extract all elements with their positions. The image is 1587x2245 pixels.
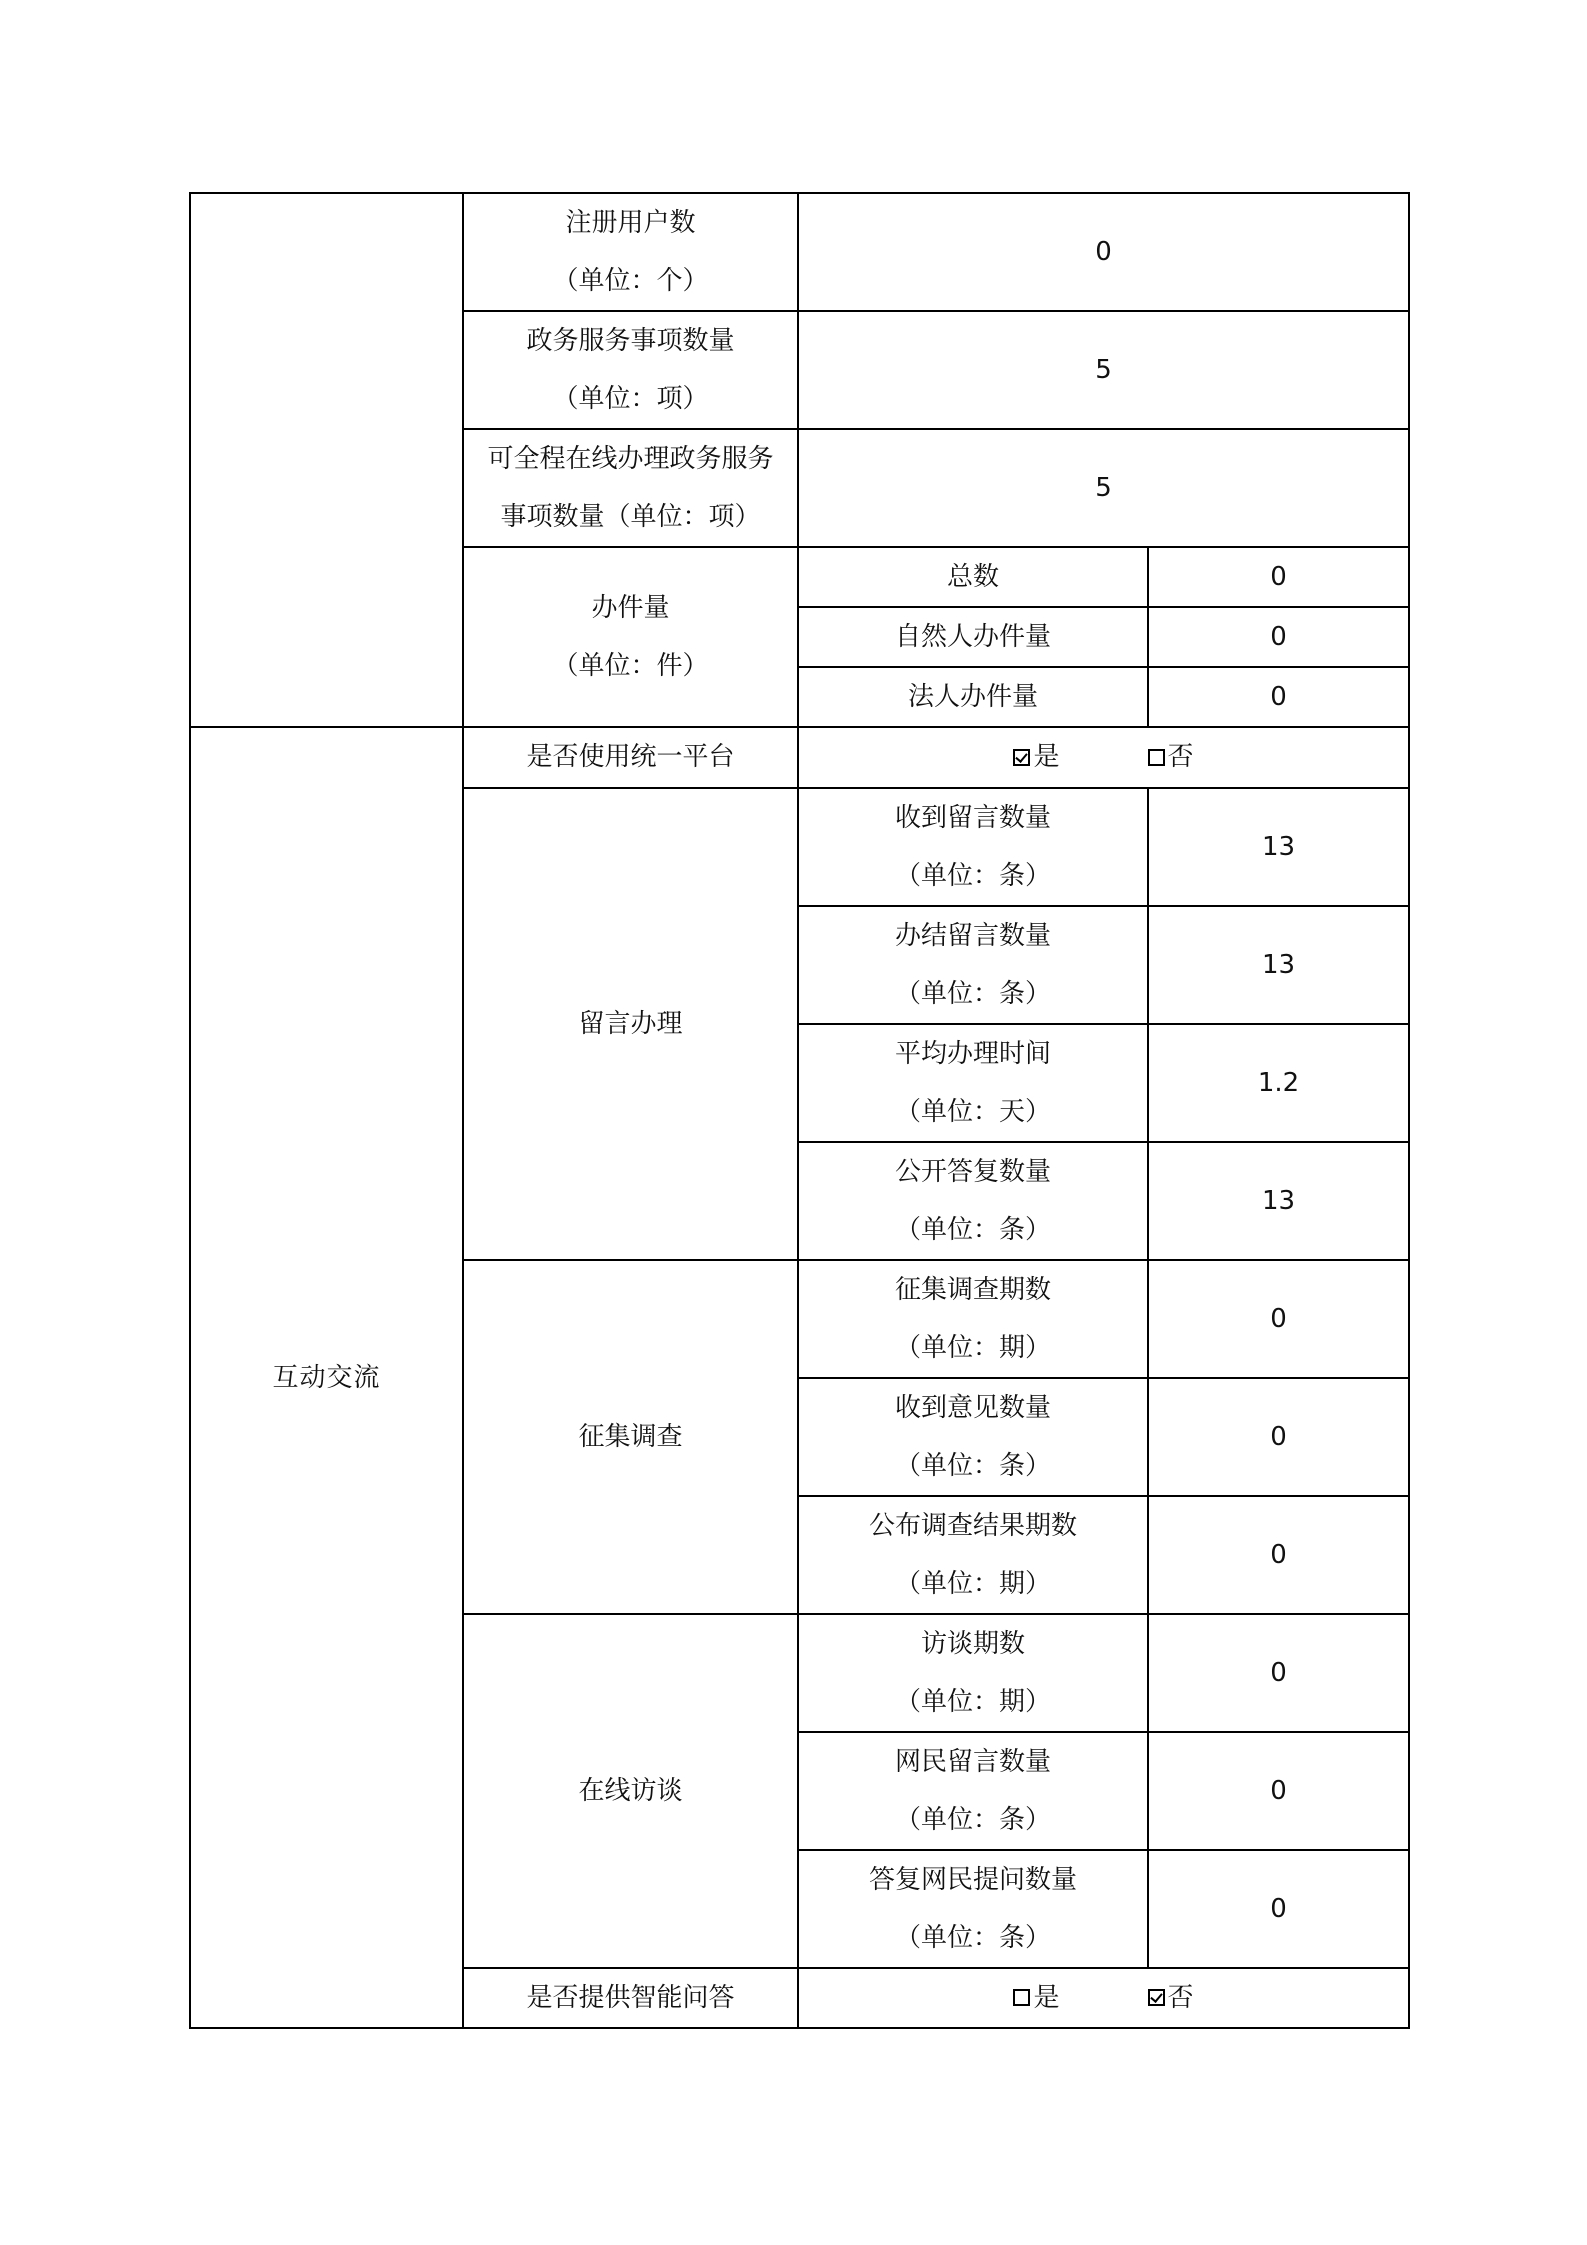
- messages-item-label: 办结留言数量 （单位：条）: [798, 906, 1148, 1024]
- online-items-label: 可全程在线办理政务服务 事项数量（单位：项）: [463, 429, 798, 547]
- messages-item-label: 平均办理时间 （单位：天）: [798, 1024, 1148, 1142]
- survey-group-label: 征集调查: [463, 1260, 798, 1614]
- interview-item-label: 网民留言数量 （单位：条）: [798, 1732, 1148, 1850]
- survey-item-value: 0: [1148, 1378, 1409, 1496]
- survey-item-value: 0: [1148, 1260, 1409, 1378]
- survey-item-label: 征集调查期数 （单位：期）: [798, 1260, 1148, 1378]
- registered-users-value: 0: [798, 193, 1409, 311]
- smart-qa-label: 是否提供智能问答: [463, 1968, 798, 2029]
- service-items-value: 5: [798, 311, 1409, 429]
- interaction-section-label: 互动交流: [190, 727, 463, 2028]
- handled-item-value: 0: [1148, 607, 1409, 667]
- online-items-value: 5: [798, 429, 1409, 547]
- survey-item-label: 收到意见数量 （单位：条）: [798, 1378, 1148, 1496]
- interview-item-value: 0: [1148, 1614, 1409, 1732]
- smart-qa-yes-option[interactable]: 是: [1013, 1969, 1059, 2027]
- checked-box-icon: [1013, 749, 1030, 766]
- handled-label: 办件量 （单位：件）: [463, 547, 798, 727]
- unified-platform-choice: [798, 727, 1409, 788]
- section-blank-cell: [190, 193, 463, 727]
- messages-item-value: 1.2: [1148, 1024, 1409, 1142]
- survey-item-value: 0: [1148, 1496, 1409, 1614]
- smart-qa-no-option[interactable]: 否: [1148, 1969, 1194, 2027]
- handled-item-label: 法人办件量: [798, 667, 1148, 727]
- unchecked-box-icon: [1148, 749, 1165, 766]
- unchecked-box-icon: [1013, 1989, 1030, 2006]
- service-items-label: 政务服务事项数量 （单位：项）: [463, 311, 798, 429]
- messages-item-value: 13: [1148, 1142, 1409, 1260]
- interview-item-value: 0: [1148, 1850, 1409, 1968]
- unified-platform-no-option[interactable]: 否: [1148, 728, 1194, 786]
- interview-group-label: 在线访谈: [463, 1614, 798, 1968]
- unified-platform-yes-option[interactable]: 是: [1013, 728, 1059, 786]
- handled-item-label: 自然人办件量: [798, 607, 1148, 667]
- messages-item-value: 13: [1148, 788, 1409, 906]
- checked-box-icon: [1148, 1989, 1165, 2006]
- handled-item-value: 0: [1148, 547, 1409, 607]
- interview-item-label: 答复网民提问数量 （单位：条）: [798, 1850, 1148, 1968]
- messages-item-label: 收到留言数量 （单位：条）: [798, 788, 1148, 906]
- unified-platform-label: 是否使用统一平台: [463, 727, 798, 788]
- messages-item-value: 13: [1148, 906, 1409, 1024]
- messages-group-label: 留言办理: [463, 788, 798, 1260]
- messages-item-label: 公开答复数量 （单位：条）: [798, 1142, 1148, 1260]
- handled-item-label: 总数: [798, 547, 1148, 607]
- smart-qa-choice: [798, 1968, 1409, 2029]
- statistics-table: [189, 192, 1410, 2029]
- interview-item-value: 0: [1148, 1732, 1409, 1850]
- interview-item-label: 访谈期数 （单位：期）: [798, 1614, 1148, 1732]
- handled-item-value: 0: [1148, 667, 1409, 727]
- registered-users-label: 注册用户数 （单位：个）: [463, 193, 798, 311]
- survey-item-label: 公布调查结果期数 （单位：期）: [798, 1496, 1148, 1614]
